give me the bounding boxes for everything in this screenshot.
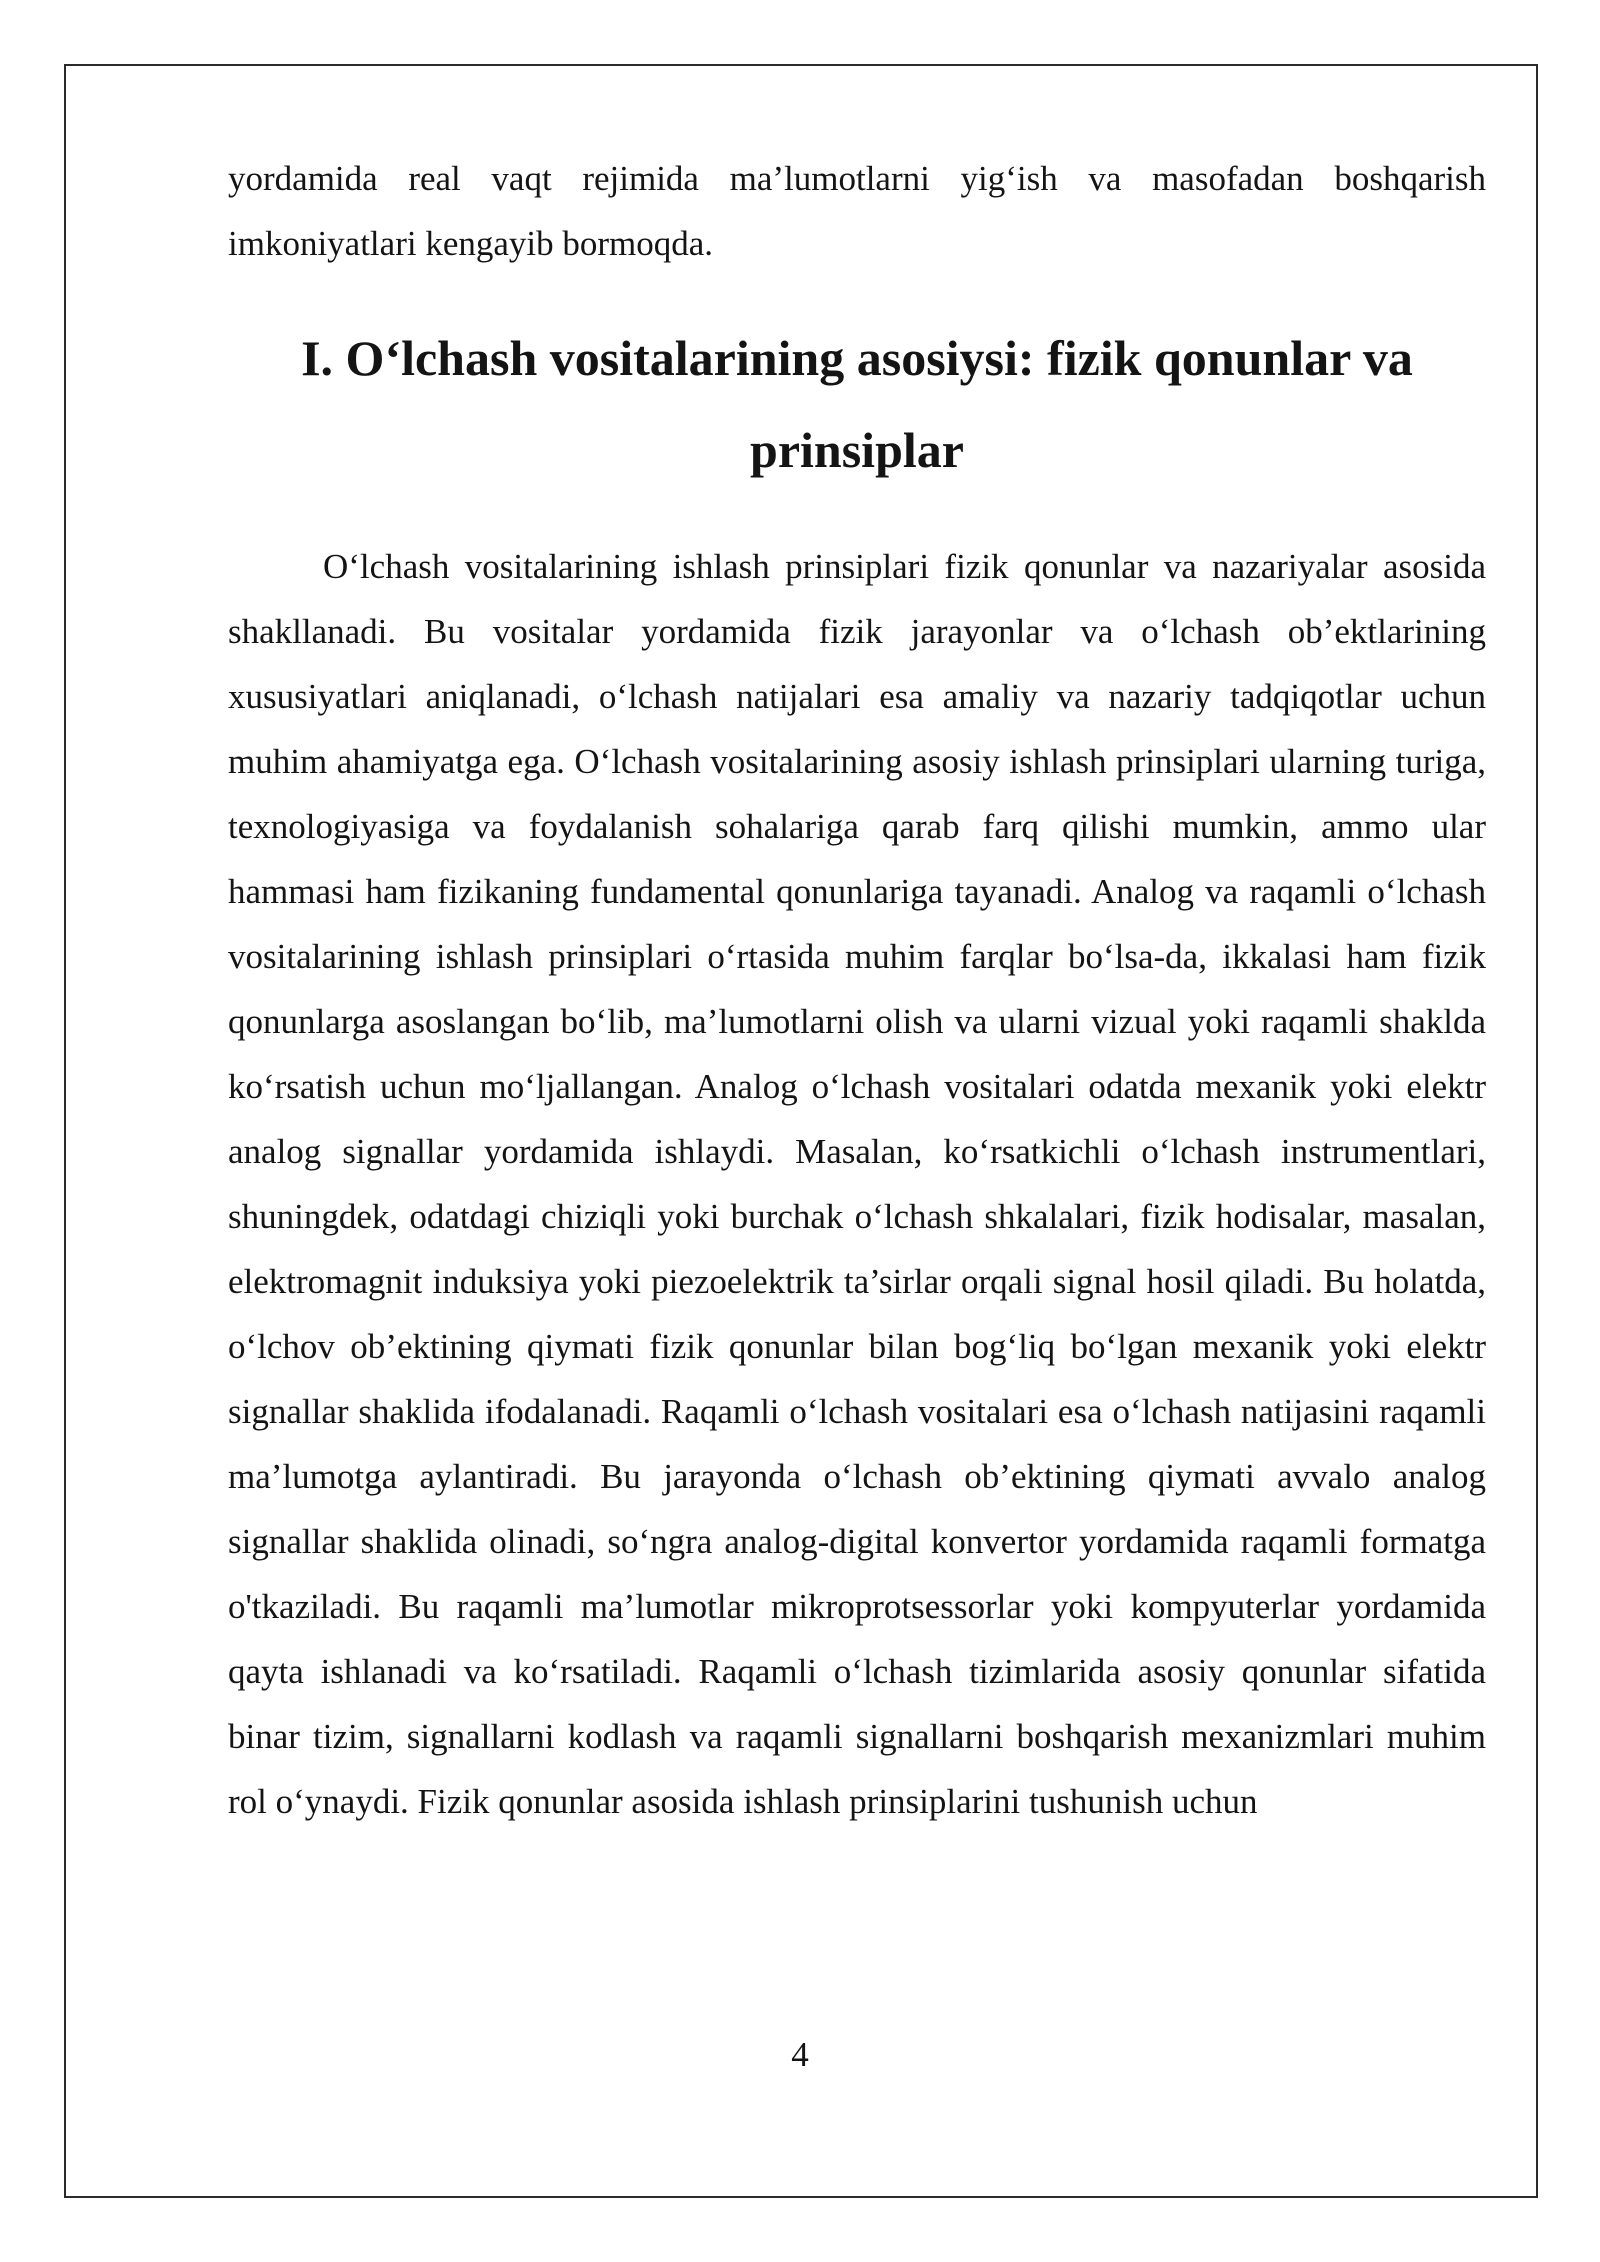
page-content <box>228 146 1486 1834</box>
page-number: 4 <box>791 2035 809 2074</box>
section-heading: I. O‘lchash vositalarining asosiysi: fizik qonunlar va prinsiplar <box>301 330 1413 478</box>
body-paragraph: O‘lchash vositalarining ishlash prinsiplari fizik qonunlar va nazariyalar asosida shakllanadi. Bu vositalar yordamida fizik jarayonlar va o‘lchash ob’ektlarining xususiyatlari aniqlanadi, o‘lchash natijalari esa amaliy va nazariy tadqiqotlar uchun muhim ahamiyatga ega. O‘lchash vositalarining asosiy ishlash prinsiplari ularning turiga, texnologiyasiga va foydalanish sohalariga qarab farq qilishi mumkin, ammo ular hammasi ham fizikaning fundamental qonunlariga tayanadi. Analog va raqamli o‘lchash vositalarining ishlash prinsiplari o‘rtasida muhim farqlar bo‘lsa-da, ikkalasi ham fizik qonunlarga asoslangan bo‘lib, ma’lumotlarni olish va ularni vizual yoki raqamli shaklda ko‘rsatish uchun mo‘ljallangan. Analog o‘lchash vositalari odatda mexanik yoki elektr analog signallar yordamida ishlaydi. Masalan, ko‘rsatkichli o‘lchash instrumentlari, shuningdek, odatdagi chiziqli yoki burchak o‘lchash shkalalari, fizik hodisalar, masalan, elektromagnit induksiya yoki piezoelektrik ta’sirlar orqali signal hosil qiladi. Bu holatda, o‘lchov ob’ektining qiymati fizik qonunlar bilan bog‘liq bo‘lgan mexanik yoki elektr signallar shaklida ifodalanadi. Raqamli o‘lchash vositalari esa o‘lchash natijasini raqamli ma’lumotga aylantiradi. Bu jarayonda o‘lchash ob’ektining qiymati avvalo analog signallar shaklida olinadi, so‘ngra analog-digital konvertor yordamida raqamli formatga o'tkaziladi. Bu raqamli ma’lumotlar mikroprotsessorlar yoki kompyuterlar yordamida qayta ishlanadi va ko‘rsatiladi. Raqamli o‘lchash tizimlarida asosiy qonunlar sifatida binar tizim, signallarni kodlash va raqamli signallarni boshqarish mexanizmlari muhim rol o‘ynaydi. Fizik qonunlar asosida ishlash prinsiplarini tushunish uchun <box>228 547 1486 1821</box>
intro-paragraph: yordamida real vaqt rejimida ma’lumotlarni yig‘ish va masofadan boshqarish imkoniyatlari kengayib bormoqda. <box>228 159 1486 263</box>
